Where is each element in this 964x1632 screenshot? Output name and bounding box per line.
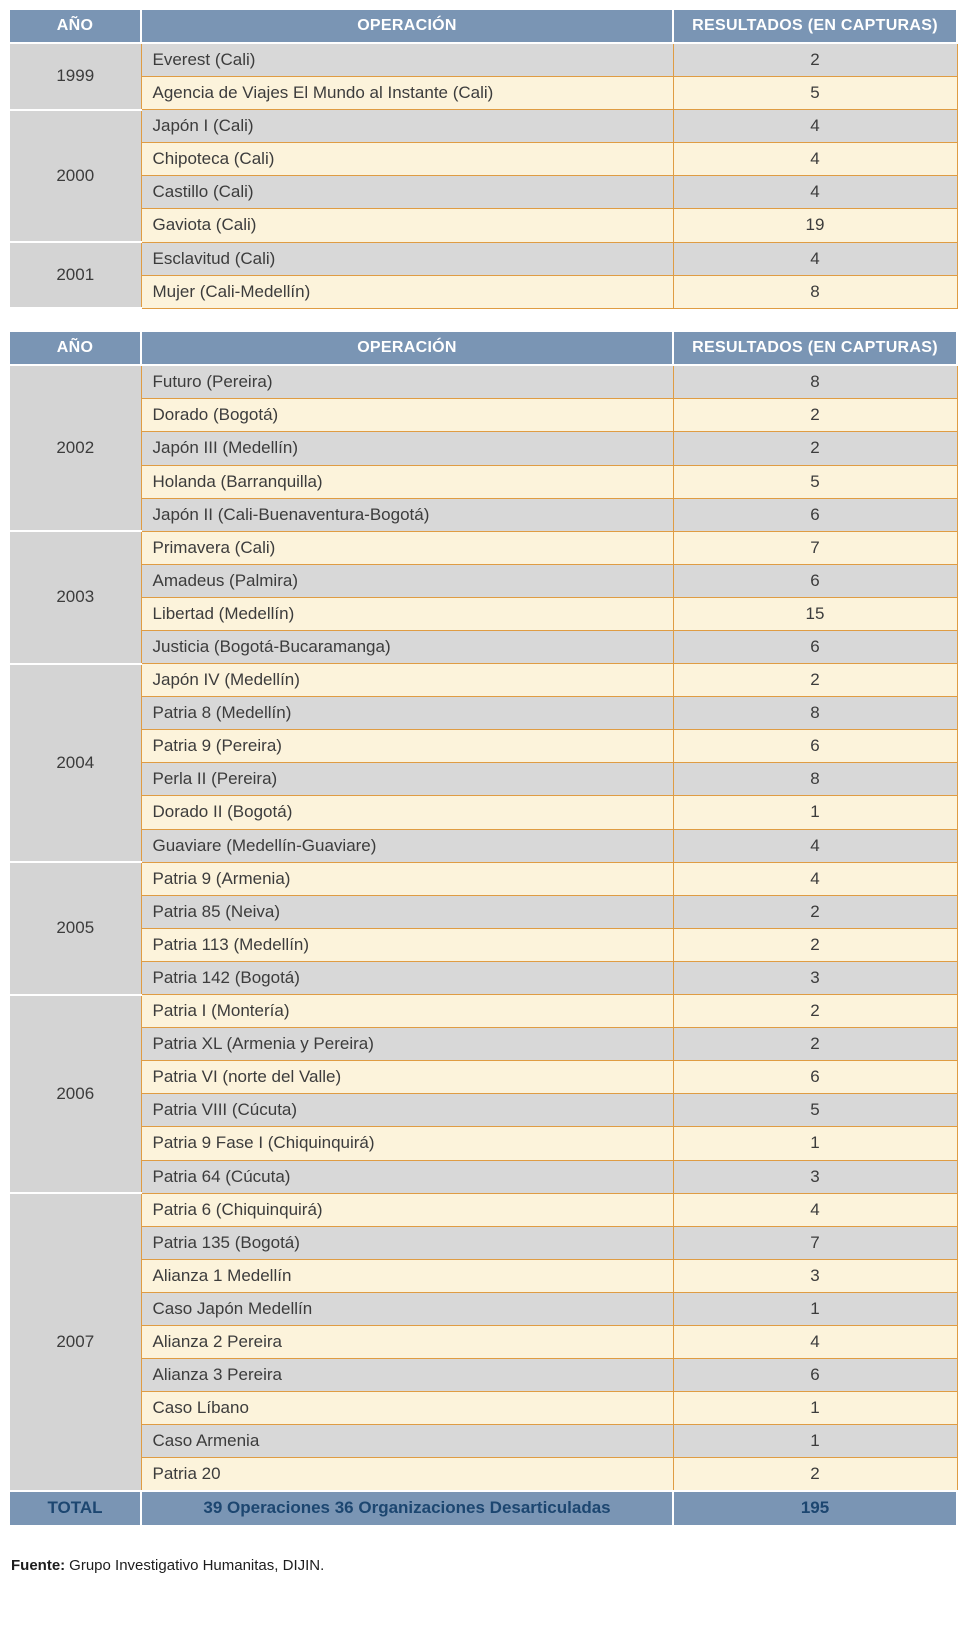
operation-cell: Chipoteca (Cali) — [141, 143, 673, 176]
year-cell: 2000 — [9, 110, 141, 242]
operation-cell: Patria 9 (Pereira) — [141, 730, 673, 763]
operation-cell: Mujer (Cali-Medellín) — [141, 275, 673, 308]
table-row — [9, 531, 957, 564]
result-cell: 4 — [673, 143, 957, 176]
operation-cell: Patria 113 (Medellín) — [141, 928, 673, 961]
result-cell: 5 — [673, 77, 957, 110]
operation-cell: Alianza 2 Pereira — [141, 1325, 673, 1358]
source-text: Grupo Investigativo Humanitas, DIJIN. — [69, 1556, 325, 1574]
table-row — [9, 1160, 957, 1193]
operation-cell: Patria 85 (Neiva) — [141, 895, 673, 928]
result-cell: 1 — [673, 1292, 957, 1325]
table-row — [9, 1292, 957, 1325]
result-cell: 2 — [673, 1028, 957, 1061]
result-cell: 7 — [673, 531, 957, 564]
operation-cell: Justicia (Bogotá-Bucaramanga) — [141, 631, 673, 664]
result-cell: 1 — [673, 1425, 957, 1458]
column-header-year: AÑO — [9, 9, 141, 43]
column-header-results: RESULTADOS (EN CAPTURAS) — [673, 331, 957, 365]
column-header-results: RESULTADOS (EN CAPTURAS) — [673, 9, 957, 43]
year-cell: 2004 — [9, 664, 141, 863]
operation-cell: Gaviota (Cali) — [141, 209, 673, 242]
operation-cell: Dorado II (Bogotá) — [141, 796, 673, 829]
result-cell: 1 — [673, 1127, 957, 1160]
operation-cell: Amadeus (Palmira) — [141, 564, 673, 597]
operation-cell: Everest (Cali) — [141, 43, 673, 77]
result-cell: 1 — [673, 796, 957, 829]
operation-cell: Patria I (Montería) — [141, 995, 673, 1028]
operation-cell: Caso Japón Medellín — [141, 1292, 673, 1325]
column-header-operation: OPERACIÓN — [141, 9, 673, 43]
operation-cell: Patria 9 Fase I (Chiquinquirá) — [141, 1127, 673, 1160]
result-cell: 15 — [673, 597, 957, 630]
table-row — [9, 1061, 957, 1094]
result-cell: 6 — [673, 631, 957, 664]
table-row — [9, 829, 957, 862]
table-row — [9, 365, 957, 399]
result-cell: 3 — [673, 961, 957, 994]
result-cell: 6 — [673, 1061, 957, 1094]
result-cell: 2 — [673, 928, 957, 961]
result-cell: 8 — [673, 697, 957, 730]
result-cell: 6 — [673, 730, 957, 763]
operation-cell: Patria 142 (Bogotá) — [141, 961, 673, 994]
table-row — [9, 597, 957, 630]
result-cell: 8 — [673, 763, 957, 796]
result-cell: 3 — [673, 1259, 957, 1292]
operation-cell: Japón II (Cali-Buenaventura-Bogotá) — [141, 498, 673, 531]
source-label: Fuente: — [11, 1556, 66, 1574]
year-cell: 2003 — [9, 531, 141, 663]
table-row — [9, 995, 957, 1028]
table-row — [9, 1425, 957, 1458]
table-row — [9, 1028, 957, 1061]
table-row — [9, 664, 957, 697]
result-cell: 3 — [673, 1160, 957, 1193]
result-cell: 4 — [673, 242, 957, 275]
total-operation: 39 Operaciones 36 Organizaciones Desarticuladas — [141, 1491, 673, 1525]
result-cell: 4 — [673, 176, 957, 209]
year-cell: 2001 — [9, 242, 141, 308]
source-note — [11, 1557, 956, 1574]
year-cell: 2006 — [9, 995, 141, 1194]
operation-cell: Perla II (Pereira) — [141, 763, 673, 796]
table-row — [9, 763, 957, 796]
table-row — [9, 1259, 957, 1292]
year-cell: 2002 — [9, 365, 141, 531]
table-row — [9, 1193, 957, 1226]
operation-cell: Japón IV (Medellín) — [141, 664, 673, 697]
result-cell: 19 — [673, 209, 957, 242]
table-row — [9, 928, 957, 961]
operation-cell: Futuro (Pereira) — [141, 365, 673, 399]
total-label: TOTAL — [9, 1491, 141, 1525]
operation-cell: Esclavitud (Cali) — [141, 242, 673, 275]
result-cell: 5 — [673, 1094, 957, 1127]
operation-cell: Agencia de Viajes El Mundo al Instante (Cali) — [141, 77, 673, 110]
operations-table-2 — [8, 330, 958, 1526]
operation-cell: Patria 135 (Bogotá) — [141, 1226, 673, 1259]
result-cell: 2 — [673, 1458, 957, 1492]
result-cell: 6 — [673, 498, 957, 531]
table-row — [9, 432, 957, 465]
table-row — [9, 564, 957, 597]
result-cell: 4 — [673, 1325, 957, 1358]
result-cell: 4 — [673, 1193, 957, 1226]
table-row — [9, 176, 957, 209]
operation-cell: Patria 8 (Medellín) — [141, 697, 673, 730]
operation-cell: Alianza 1 Medellín — [141, 1259, 673, 1292]
operation-cell: Patria 20 — [141, 1458, 673, 1492]
result-cell: 7 — [673, 1226, 957, 1259]
operation-cell: Guaviare (Medellín-Guaviare) — [141, 829, 673, 862]
result-cell: 2 — [673, 43, 957, 77]
table-row — [9, 1325, 957, 1358]
table-row — [9, 1127, 957, 1160]
operation-cell: Dorado (Bogotá) — [141, 399, 673, 432]
result-cell: 6 — [673, 1359, 957, 1392]
operation-cell: Patria 9 (Armenia) — [141, 862, 673, 895]
result-cell: 2 — [673, 432, 957, 465]
table-row — [9, 862, 957, 895]
table-row — [9, 1458, 957, 1492]
table-row — [9, 275, 957, 308]
table-row — [9, 1392, 957, 1425]
result-cell: 2 — [673, 664, 957, 697]
operations-tables-container — [8, 8, 956, 1527]
total-row — [9, 1491, 957, 1525]
operation-cell: Japón I (Cali) — [141, 110, 673, 143]
result-cell: 4 — [673, 110, 957, 143]
column-header-operation: OPERACIÓN — [141, 331, 673, 365]
result-cell: 2 — [673, 895, 957, 928]
table-row — [9, 43, 957, 77]
table-row — [9, 895, 957, 928]
result-cell: 8 — [673, 275, 957, 308]
table-row — [9, 631, 957, 664]
table-row — [9, 77, 957, 110]
table-row — [9, 498, 957, 531]
operation-cell: Japón III (Medellín) — [141, 432, 673, 465]
table-row — [9, 465, 957, 498]
table-row — [9, 143, 957, 176]
result-cell: 4 — [673, 829, 957, 862]
operation-cell: Caso Armenia — [141, 1425, 673, 1458]
result-cell: 1 — [673, 1392, 957, 1425]
operation-cell: Castillo (Cali) — [141, 176, 673, 209]
column-header-year: AÑO — [9, 331, 141, 365]
year-cell: 2007 — [9, 1193, 141, 1491]
header-row — [9, 9, 957, 43]
header-row — [9, 331, 957, 365]
result-cell: 2 — [673, 399, 957, 432]
table-row — [9, 796, 957, 829]
result-cell: 2 — [673, 995, 957, 1028]
table-row — [9, 1094, 957, 1127]
operations-table-1 — [8, 8, 958, 309]
table-row — [9, 399, 957, 432]
table-row — [9, 110, 957, 143]
year-cell: 2005 — [9, 862, 141, 994]
table-row — [9, 730, 957, 763]
table-row — [9, 1226, 957, 1259]
table-row — [9, 209, 957, 242]
operation-cell: Primavera (Cali) — [141, 531, 673, 564]
table-row — [9, 1359, 957, 1392]
operation-cell: Patria VIII (Cúcuta) — [141, 1094, 673, 1127]
result-cell: 8 — [673, 365, 957, 399]
operation-cell: Patria VI (norte del Valle) — [141, 1061, 673, 1094]
table-row — [9, 961, 957, 994]
result-cell: 5 — [673, 465, 957, 498]
year-cell: 1999 — [9, 43, 141, 110]
operation-cell: Patria 64 (Cúcuta) — [141, 1160, 673, 1193]
table-row — [9, 242, 957, 275]
result-cell: 4 — [673, 862, 957, 895]
operation-cell: Patria XL (Armenia y Pereira) — [141, 1028, 673, 1061]
operation-cell: Holanda (Barranquilla) — [141, 465, 673, 498]
total-result: 195 — [673, 1491, 957, 1525]
operation-cell: Libertad (Medellín) — [141, 597, 673, 630]
table-row — [9, 697, 957, 730]
operation-cell: Alianza 3 Pereira — [141, 1359, 673, 1392]
operation-cell: Patria 6 (Chiquinquirá) — [141, 1193, 673, 1226]
operation-cell: Caso Líbano — [141, 1392, 673, 1425]
result-cell: 6 — [673, 564, 957, 597]
